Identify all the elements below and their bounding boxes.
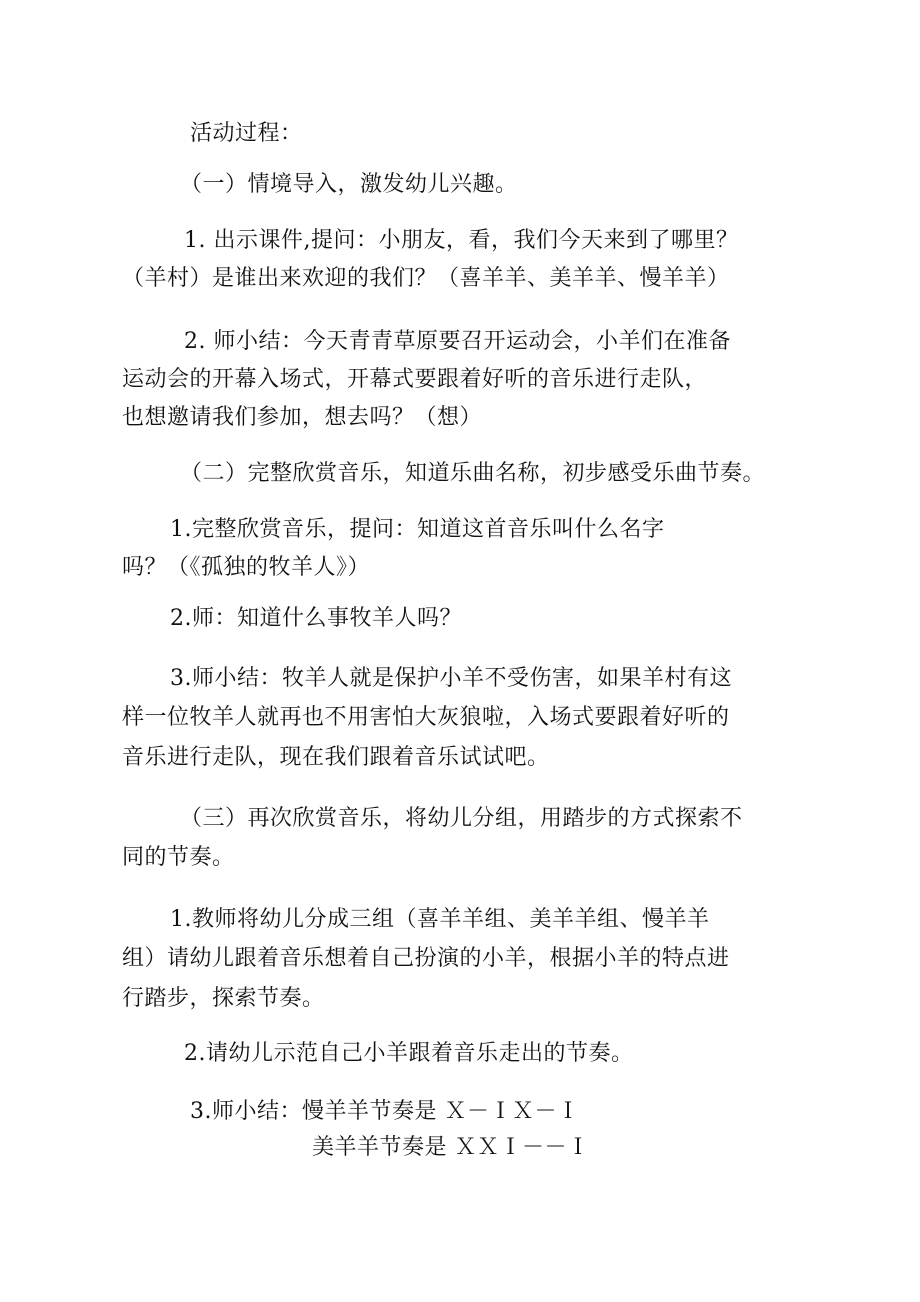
rhythm-line-slow-sheep: 3.师小结：慢羊羊节奏是 Ｘ－ＩＸ－Ｉ (190, 1099, 580, 1124)
paragraph-line: 也想邀请我们参加，想去吗？（想） (122, 405, 483, 430)
paragraph-line: 行踏步，探索节奏。 (122, 986, 325, 1011)
paragraph-line: 1.完整欣赏音乐，提问：知道这首音乐叫什么名字 (170, 517, 665, 542)
paragraph-line: 吗？（《孤独的牧羊人》） (122, 555, 371, 580)
paragraph-line: 组）请幼儿跟着音乐想着自己扮演的小羊，根据小羊的特点进 (122, 946, 730, 971)
paragraph-line: 1.教师将幼儿分成三组（喜羊羊组、美羊羊组、慢羊羊 (170, 907, 710, 932)
paragraph-line: 音乐进行走队，现在我们跟着音乐试试吧。 (122, 745, 550, 770)
paragraph-line: 2.请幼儿示范自己小羊跟着音乐走出的节奏。 (184, 1041, 634, 1066)
heading-activity-process: 活动过程： (190, 121, 303, 146)
paragraph-line: 3.师小结：牧羊人就是保护小羊不受伤害，如果羊村有这 (170, 666, 732, 691)
paragraph-line: 2.师：知道什么事牧羊人吗？ (170, 606, 462, 631)
section-heading-3: （三）再次欣赏音乐，将幼儿分组，用踏步的方式探索不 (180, 806, 743, 831)
paragraph-line: 运动会的开幕入场式，开幕式要跟着好听的音乐进行走队， (122, 367, 708, 392)
section-heading-1: （一）情境导入，激发幼儿兴趣。 (180, 172, 518, 197)
paragraph-line: 1. 出示课件,提问：小朋友，看，我们今天来到了哪里？ (184, 228, 739, 253)
paragraph-line: 2. 师小结：今天青青草原要召开运动会，小羊们在准备 (184, 329, 731, 354)
paragraph-line: （羊村）是谁出来欢迎的我们？（喜羊羊、美羊羊、慢羊羊） (122, 266, 730, 291)
paragraph-line: 样一位牧羊人就再也不用害怕大灰狼啦，入场式要跟着好听的 (122, 705, 730, 730)
section-heading-2: （二）完整欣赏音乐，知道乐曲名称，初步感受乐曲节奏。 (180, 461, 766, 486)
paragraph-line: 同的节奏。 (122, 845, 235, 870)
rhythm-line-pretty-sheep: 美羊羊节奏是 ＸＸＩ－－Ｉ (312, 1135, 590, 1160)
